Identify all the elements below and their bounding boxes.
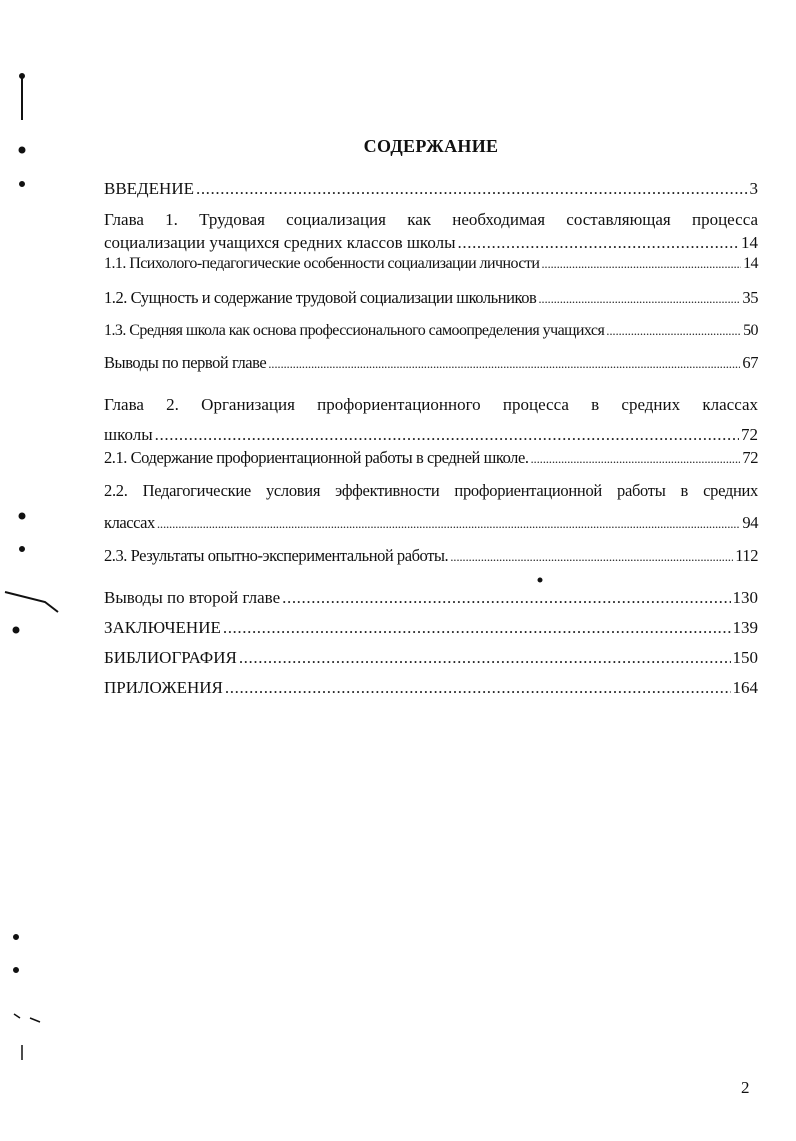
toc-entry-section-2-3[interactable] — [104, 545, 758, 568]
toc-entry-label: БИБЛИОГРАФИЯ — [104, 648, 237, 667]
toc-entry-label: классах — [104, 513, 155, 532]
toc-leader-dots — [196, 178, 748, 200]
toc-entry-label: 1.3. Средняя школа как основа профессионального самоопределения учащихся — [104, 322, 605, 339]
toc-entry-label: ПРИЛОЖЕНИЯ — [104, 678, 223, 697]
toc-leader-dots — [223, 617, 731, 639]
toc-leader-dots — [450, 545, 733, 568]
toc-entry-label: ЗАКЛЮЧЕНИЕ — [104, 618, 221, 637]
toc-entry-page: 72 — [741, 425, 758, 444]
page-number: 2 — [741, 1078, 750, 1097]
toc-entry-chapter-2-line1: Глава 2. Организация профориентационного процесса в средних классах — [104, 395, 758, 414]
toc-entry-label: Выводы по второй главе — [104, 588, 281, 607]
toc-leader-dots — [606, 320, 741, 342]
toc-entry-page: 50 — [743, 322, 758, 339]
toc-entry-page: 94 — [742, 513, 758, 532]
toc-entry-page: 112 — [735, 546, 758, 565]
toc-entry-section-1-3[interactable] — [104, 320, 758, 342]
toc-entry-page: 14 — [741, 233, 758, 252]
toc-entry-page: 130 — [732, 588, 758, 607]
toc-entry-section-1-2[interactable] — [104, 287, 758, 310]
toc-entry-label: 1.2. Сущность и содержание трудовой социализации школьников — [104, 288, 537, 307]
toc-entry-label: 2.3. Результаты опытно-экспериментальной работы. — [104, 546, 449, 565]
toc-entry-chapter-2[interactable] — [104, 424, 758, 446]
toc-entry-label: Выводы по первой главе — [104, 353, 267, 372]
toc-leader-dots — [268, 352, 740, 375]
toc-leader-dots — [155, 424, 739, 446]
toc-entry-section-2-1[interactable] — [104, 447, 758, 470]
toc-entry-page: 3 — [749, 179, 758, 198]
toc-entry-conclusions-chapter-2[interactable] — [104, 587, 758, 609]
toc-entry-label: 1.1. Психолого-педагогические особенности социализации личности — [104, 255, 540, 272]
toc-entry-chapter-1[interactable] — [104, 232, 758, 254]
toc-leader-dots — [541, 253, 741, 275]
toc-leader-dots — [239, 647, 731, 669]
toc-entry-section-2-2[interactable] — [104, 512, 758, 535]
toc-entry-label: 2.1. Содержание профориентационной работы в средней школе. — [104, 448, 529, 467]
toc-entry-page: 72 — [742, 448, 758, 467]
toc-entry-conclusion[interactable] — [104, 617, 758, 639]
toc-entry-label: школы — [104, 425, 153, 444]
toc-entry-appendices[interactable] — [104, 677, 758, 699]
toc-entry-section-2-2-line1: 2.2. Педагогические условия эффективности профориентационной работы в средних — [104, 481, 758, 500]
toc-entry-page: 150 — [732, 648, 758, 667]
toc-leader-dots — [531, 447, 741, 470]
toc-entry-chapter-1-line1: Глава 1. Трудовая социализация как необходимая составляющая процесса — [104, 210, 758, 229]
toc-entry-bibliography[interactable] — [104, 647, 758, 669]
toc-entry-section-1-1[interactable] — [104, 253, 758, 275]
toc-entry-label: социализации учащихся средних классов школы — [104, 233, 456, 252]
toc-entry-page: 139 — [732, 618, 758, 637]
toc-leader-dots — [225, 677, 731, 699]
toc-entry-page: 164 — [732, 678, 758, 697]
toc-leader-dots — [282, 587, 730, 609]
toc-leader-dots — [458, 232, 739, 254]
toc-entry-page: 35 — [742, 288, 758, 307]
toc-entry-page: 67 — [742, 353, 758, 372]
toc-entry-introduction[interactable] — [104, 178, 758, 200]
toc-entry-page: 14 — [743, 255, 758, 272]
toc-leader-dots — [538, 287, 740, 310]
toc-title: СОДЕРЖАНИЕ — [363, 136, 499, 156]
toc-entry-conclusions-chapter-1[interactable] — [104, 352, 758, 375]
toc-entry-label: ВВЕДЕНИЕ — [104, 179, 194, 198]
toc-leader-dots — [157, 512, 741, 535]
